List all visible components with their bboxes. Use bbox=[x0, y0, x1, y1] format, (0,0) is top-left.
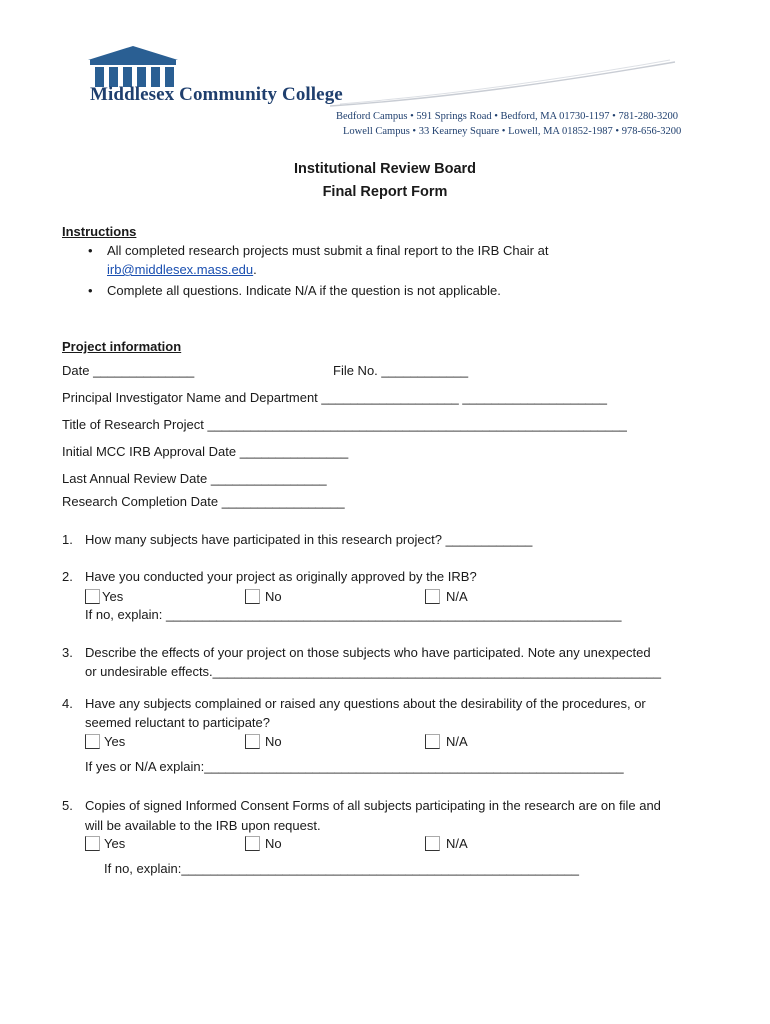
q5-text-line1: Copies of signed Informed Consent Forms of all subjects participating in the research are on file and bbox=[85, 798, 661, 813]
q5-text-line2: will be available to the IRB upon request. bbox=[85, 818, 321, 833]
q1-number: 1. bbox=[62, 532, 73, 547]
email-period: . bbox=[253, 262, 257, 277]
q5-yes-label: Yes bbox=[104, 836, 126, 851]
q5-yes-checkbox[interactable] bbox=[85, 836, 100, 851]
q4-yes-label: Yes bbox=[104, 734, 126, 749]
instructions-heading: Instructions bbox=[62, 224, 137, 239]
q2-no-label: No bbox=[265, 589, 282, 604]
q2-number: 2. bbox=[62, 569, 73, 584]
q3-number: 3. bbox=[62, 645, 73, 660]
q3-text-line2[interactable]: or undesirable effects.______________________________________________________________ bbox=[85, 664, 661, 679]
form-title-line1: Institutional Review Board bbox=[293, 161, 477, 177]
q2-na-checkbox[interactable] bbox=[425, 589, 440, 604]
bedford-address: Bedford Campus • 591 Springs Road • Bedford, MA 01730-1197 • 781-280-3200 bbox=[336, 111, 678, 122]
instruction-1: All completed research projects must submit a final report to the IRB Chair at bbox=[107, 243, 549, 258]
bullet-1-marker: • bbox=[88, 243, 93, 258]
instruction-2: Complete all questions. Indicate N/A if the question is not applicable. bbox=[107, 283, 501, 298]
q2-explain-field[interactable]: If no, explain: _______________________________________________________________ bbox=[85, 607, 622, 622]
q5-na-label: N/A bbox=[446, 836, 468, 851]
q4-text-line1: Have any subjects complained or raised any questions about the desirability of the procedures, or bbox=[85, 696, 646, 711]
q4-no-label: No bbox=[265, 734, 282, 749]
lowell-address: Lowell Campus • 33 Kearney Square • Lowell, MA 01852-1987 • 978-656-3200 bbox=[343, 126, 682, 137]
q2-na-label: N/A bbox=[446, 589, 468, 604]
form-title-line2: Final Report Form bbox=[322, 184, 448, 200]
completion-date-field[interactable]: Research Completion Date _________________ bbox=[62, 494, 345, 509]
q4-number: 4. bbox=[62, 696, 73, 711]
q5-number: 5. bbox=[62, 798, 73, 813]
file-no-field[interactable]: File No. ____________ bbox=[333, 363, 469, 378]
header-swoosh bbox=[330, 58, 680, 108]
q5-na-checkbox[interactable] bbox=[425, 836, 440, 851]
q5-no-checkbox[interactable] bbox=[245, 836, 260, 851]
last-review-field[interactable]: Last Annual Review Date ________________ bbox=[62, 471, 327, 486]
q4-text-line2: seemed reluctant to participate? bbox=[85, 715, 270, 730]
irb-email-link[interactable]: irb@middlesex.mass.edu bbox=[107, 262, 254, 277]
q2-text: Have you conducted your project as originally approved by the IRB? bbox=[85, 569, 477, 584]
q4-no-checkbox[interactable] bbox=[245, 734, 260, 749]
q2-yes-label: Yes bbox=[102, 589, 124, 604]
q5-no-label: No bbox=[265, 836, 282, 851]
q4-na-label: N/A bbox=[446, 734, 468, 749]
bullet-2-marker: • bbox=[88, 283, 93, 298]
college-name: Middlesex Community College bbox=[90, 84, 343, 105]
q4-yes-checkbox[interactable] bbox=[85, 734, 100, 749]
research-title-field[interactable]: Title of Research Project __________________________________________________________ bbox=[62, 417, 627, 432]
q2-yes-checkbox[interactable] bbox=[85, 589, 100, 604]
pi-field[interactable]: Principal Investigator Name and Department ___________________ ____________________ bbox=[62, 390, 607, 405]
date-field[interactable]: Date ______________ bbox=[62, 363, 195, 378]
q4-explain-field[interactable]: If yes or N/A explain:__________________________________________________________ bbox=[85, 759, 624, 774]
q4-na-checkbox[interactable] bbox=[425, 734, 440, 749]
initial-approval-field[interactable]: Initial MCC IRB Approval Date _______________ bbox=[62, 444, 349, 459]
q5-explain-field[interactable]: If no, explain:_______________________________________________________ bbox=[104, 861, 579, 876]
q2-no-checkbox[interactable] bbox=[245, 589, 260, 604]
project-info-heading: Project information bbox=[62, 339, 182, 354]
q1-text[interactable]: How many subjects have participated in this research project? ____________ bbox=[85, 532, 533, 547]
q3-text-line1: Describe the effects of your project on those subjects who have participated. Note any unexpected bbox=[85, 645, 651, 660]
irb-email-line bbox=[107, 262, 257, 277]
